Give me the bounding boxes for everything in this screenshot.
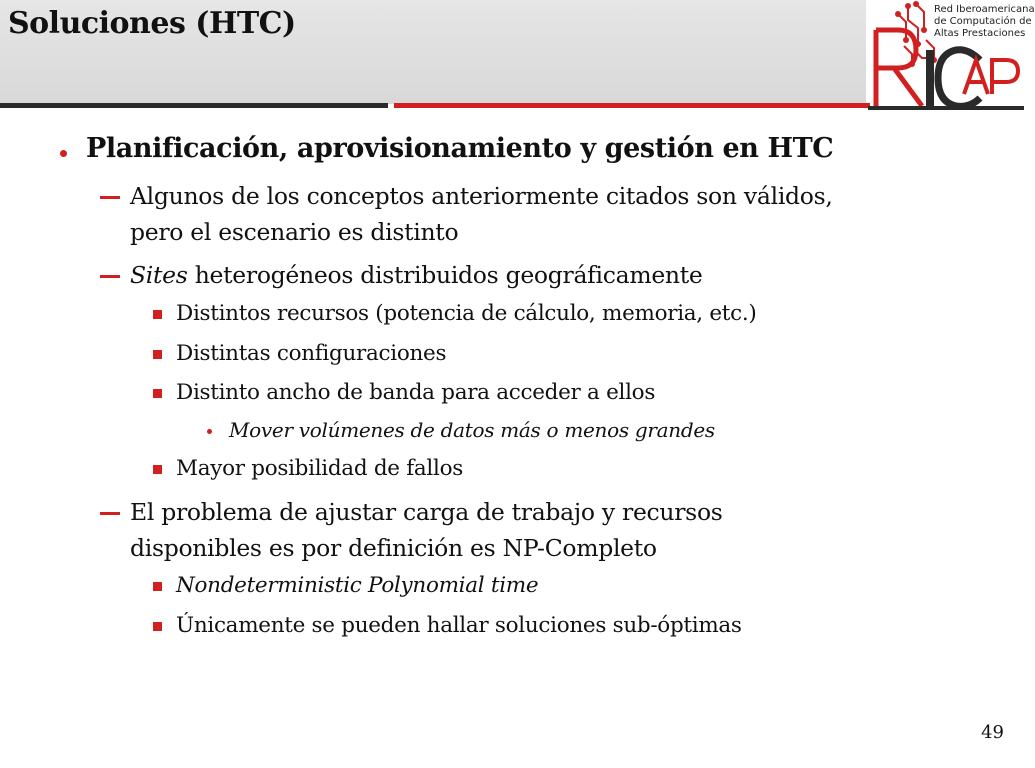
bullet-square	[153, 310, 162, 319]
bullet-dash	[100, 275, 120, 278]
bullet-level3: Mayor posibilidad de fallos	[176, 456, 463, 481]
bullet-square	[153, 622, 162, 631]
bullet-level2-line: pero el escenario es distinto	[130, 218, 459, 246]
bullet-level1: Planificación, aprovisionamiento y gestión en HTC	[86, 133, 834, 164]
bullet-level4: Mover volúmenes de datos más o menos grandes	[229, 418, 715, 442]
bullet-square	[153, 389, 162, 398]
bullet-level3: Distintos recursos (potencia de cálculo, memoria, etc.)	[176, 301, 757, 326]
bullet-level3: Únicamente se pueden hallar soluciones sub-óptimas	[176, 613, 742, 638]
bullet-level3: Distinto ancho de banda para acceder a ellos	[176, 380, 656, 405]
bullet-level2-line: El problema de ajustar carga de trabajo y recursos	[130, 498, 723, 526]
bullet-dash	[100, 196, 120, 199]
bullet-dot	[60, 150, 67, 157]
sites-emphasis: Sites	[130, 261, 188, 289]
bullet-dash	[100, 512, 120, 515]
bullet-level3: Nondeterministic Polynomial time	[176, 573, 539, 598]
sites-rest: heterogéneos distribuidos geográficamente	[187, 261, 703, 289]
bullet-level2-line: disponibles es por definición es NP-Completo	[130, 534, 657, 562]
bullet-square	[153, 350, 162, 359]
bullet-square	[153, 465, 162, 474]
bullet-level2-line	[130, 261, 703, 289]
bullet-small-dot	[207, 429, 212, 434]
bullet-square	[153, 582, 162, 591]
page-number: 49	[981, 722, 1004, 743]
logo-line-1: Red Iberoamericana	[934, 4, 1035, 15]
bullet-level2-line: Algunos de los conceptos anteriormente citados son válidos,	[130, 182, 833, 210]
logo-line-2: de Computación de	[934, 16, 1032, 27]
slide-title: Soluciones (HTC)	[8, 6, 296, 41]
bullet-level3: Distintas configuraciones	[176, 341, 447, 366]
logo-line-3: Altas Prestaciones	[934, 28, 1026, 39]
